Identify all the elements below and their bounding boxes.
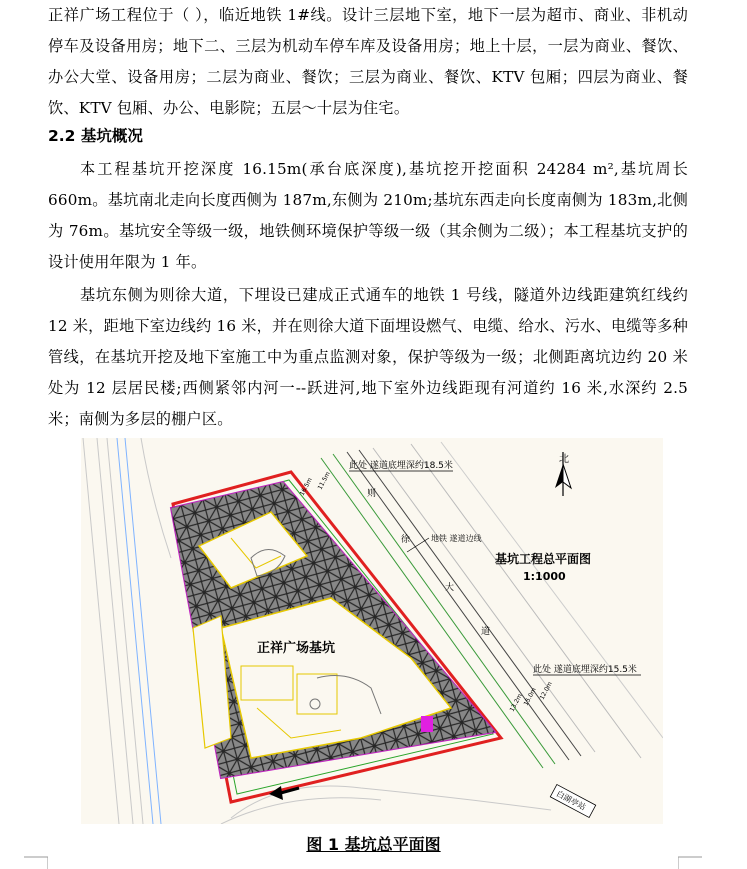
depth-label-north: 此处 遂道底埋深约18.5米	[349, 461, 453, 471]
station-sign	[550, 784, 595, 817]
dim-label-5: 12.0m	[538, 680, 554, 701]
dim-label-2: 11.5m	[316, 470, 332, 491]
svg-text:北: 北	[559, 454, 569, 465]
paragraph-pit-overview: 本工程基坑开挖深度 16.15m(承台底深度),基坑挖开挖面积 24284 m²,基坑周长 660m。基坑南北走向长度西侧为 187m,东侧为 210m;基坑东西走向长度南侧为 183m,北侧为 76m。基坑安全等级一级，地铁侧环境保护等级一级（其余侧为二级）；本工程基坑支护的设计使用年限为 1 年。	[48, 160, 688, 271]
depth-label-south: 此处 遂道底埋深约15.5米	[533, 665, 637, 675]
road-char-1: 则	[367, 489, 377, 499]
paragraph-project-intro: 正祥广场工程位于（ ），临近地铁 1#线。设计三层地下室，地下一层为超市、商业、非机动停车及设备用房；地下二、三层为机动车停车库及设备用房；地上十层，一层为商业、餐饮、办公大堂、设备用房；二层为商业、餐饮；三层为商业、餐饮、KTV 包厢；四层为商业、餐饮、KTV 包厢、办公、电影院；五层～十层为住宅。	[48, 6, 688, 117]
road-char-2: 徐	[401, 535, 411, 545]
figure-caption: 图 1 基坑总平面图	[306, 835, 441, 854]
pit-label: 正祥广场基坑	[257, 641, 336, 656]
road-char-3: 大	[445, 583, 455, 593]
tunnel-edge-label: 地铁 遂道边线	[431, 534, 482, 543]
dim-label-3: 13.2m	[508, 692, 524, 713]
plan-title: 基坑工程总平面图	[495, 552, 592, 566]
site-plan-figure	[81, 438, 663, 824]
dim-label-4: 15.0m	[522, 686, 538, 707]
plan-scale: 1:1000	[523, 570, 566, 583]
road-char-4: 道	[481, 627, 491, 637]
dim-label-1: 16.5m	[298, 476, 314, 497]
river-lines	[117, 438, 161, 824]
survey-marker	[421, 716, 433, 732]
page-corner-mark-right	[678, 856, 702, 869]
section-heading: 2.2 基坑概况	[48, 127, 143, 145]
site-plan-drawing	[81, 438, 663, 824]
page-corner-mark-left	[24, 856, 48, 869]
paragraph-surroundings: 基坑东侧为则徐大道，下埋设已建成正式通车的地铁 1 号线，隧道外边线距建筑红线约 12 米，距地下室边线约 16 米，并在则徐大道下面埋设燃气、电缆、给水、污水、电缆等多种管线，在基坑开挖及地下室施工中为重点监测对象，保护等级为一级；北侧距离坑边约 20 米处为 12 层居民楼;西侧紧邻内河一--跃进河,地下室外边线距现有河道约 16 米,水深约 2.5 米；南侧为多层的棚户区。	[48, 286, 688, 428]
station-sign-label: 白湖亭站	[554, 789, 588, 812]
north-arrow-icon	[555, 452, 571, 496]
